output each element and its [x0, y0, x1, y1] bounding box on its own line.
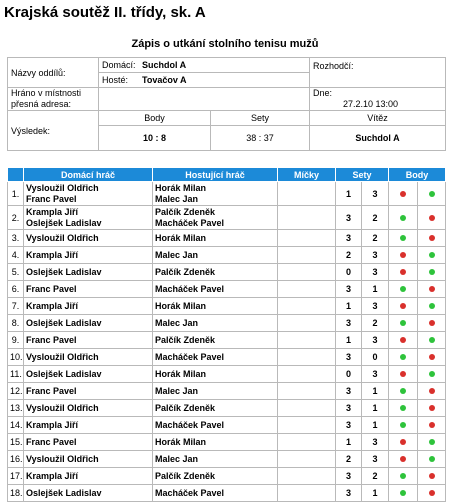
- home-point-dot: [400, 354, 406, 360]
- home-point-dot: [400, 191, 406, 197]
- away-sets: 3: [362, 434, 389, 451]
- home-player-name: Vysloužil Oldřich: [26, 182, 99, 193]
- home-point-cell: [389, 434, 418, 451]
- referee-label: Rozhodčí:: [310, 58, 446, 88]
- away-point-dot: [429, 303, 435, 309]
- away-point-cell: [418, 332, 446, 349]
- home-sets: 0: [336, 264, 362, 281]
- home-point-dot: [400, 215, 406, 221]
- match-number: 18.: [8, 485, 24, 502]
- home-player-name: Krampla Jiří: [26, 470, 79, 481]
- match-number: 7.: [8, 298, 24, 315]
- match-number: 16.: [8, 451, 24, 468]
- away-point-cell: [418, 366, 446, 383]
- match-number: 3.: [8, 230, 24, 247]
- home-point-dot: [400, 490, 406, 496]
- home-sets: 3: [336, 417, 362, 434]
- away-player-cell: [153, 383, 278, 400]
- table-row: [8, 332, 446, 349]
- venue-label-line2: přesná adresa:: [11, 99, 72, 109]
- match-number: 6.: [8, 281, 24, 298]
- home-player-name: Oslejšek Ladislav: [26, 217, 102, 228]
- away-point-dot: [429, 422, 435, 428]
- away-player-name: Palčík Zdeněk: [155, 206, 216, 217]
- col-header-balls: Míčky: [278, 168, 336, 182]
- away-team-cell: [99, 73, 310, 88]
- away-point-cell: [418, 206, 446, 230]
- home-team-name: Suchdol A: [142, 60, 187, 70]
- home-point-cell: [389, 247, 418, 264]
- away-sets: 3: [362, 264, 389, 281]
- away-point-dot: [429, 405, 435, 411]
- home-sets: 3: [336, 206, 362, 230]
- away-point-cell: [418, 281, 446, 298]
- away-sets: 1: [362, 383, 389, 400]
- away-point-dot: [429, 252, 435, 258]
- table-row: [8, 182, 446, 206]
- away-player-name: Horák Milan: [155, 300, 207, 311]
- away-sets: 1: [362, 485, 389, 502]
- away-point-cell: [418, 230, 446, 247]
- away-point-dot: [429, 490, 435, 496]
- table-row: [8, 230, 446, 247]
- home-sets: 3: [336, 230, 362, 247]
- table-row: [8, 349, 446, 366]
- home-point-dot: [400, 473, 406, 479]
- home-player-name: Oslejšek Ladislav: [26, 487, 102, 498]
- away-player-cell: [153, 451, 278, 468]
- table-row: [8, 247, 446, 264]
- home-player-cell: [24, 281, 153, 298]
- match-number: 15.: [8, 434, 24, 451]
- table-row: [8, 298, 446, 315]
- table-row: [8, 366, 446, 383]
- balls-cell: [278, 332, 336, 349]
- away-player-name: Palčík Zdeněk: [155, 470, 216, 481]
- home-player-cell: [24, 383, 153, 400]
- away-player-cell: [153, 230, 278, 247]
- home-point-cell: [389, 383, 418, 400]
- date-value: 27.2.10 13:00: [343, 99, 399, 109]
- table-row: [8, 206, 446, 230]
- home-point-dot: [400, 439, 406, 445]
- col-header-sets: Sety: [336, 168, 389, 182]
- away-point-cell: [418, 349, 446, 366]
- away-point-dot: [429, 473, 435, 479]
- match-info-table: [7, 57, 446, 151]
- home-point-dot: [400, 422, 406, 428]
- home-point-cell: [389, 366, 418, 383]
- away-point-cell: [418, 264, 446, 281]
- away-point-dot: [429, 215, 435, 221]
- home-player-cell: [24, 182, 153, 206]
- home-prefix: Domácí:: [102, 60, 136, 70]
- away-player-cell: [153, 434, 278, 451]
- away-player-name: Palčík Zdeněk: [155, 402, 216, 413]
- away-player-name: Malec Jan: [155, 249, 199, 260]
- match-number: 2.: [8, 206, 24, 230]
- away-point-dot: [429, 439, 435, 445]
- points-header: Body: [99, 111, 211, 126]
- balls-cell: [278, 468, 336, 485]
- home-sets: 2: [336, 247, 362, 264]
- away-player-name: Malec Jan: [155, 385, 199, 396]
- away-sets: 0: [362, 349, 389, 366]
- away-point-cell: [418, 298, 446, 315]
- match-number: 17.: [8, 468, 24, 485]
- balls-cell: [278, 182, 336, 206]
- away-point-cell: [418, 400, 446, 417]
- away-point-dot: [429, 286, 435, 292]
- away-player-name: Macháček Pavel: [155, 283, 225, 294]
- table-row: [8, 451, 446, 468]
- away-player-cell: [153, 206, 278, 230]
- sets-header: Sety: [211, 111, 310, 126]
- page-title: Krajská soutěž II. třídy, sk. A: [4, 4, 206, 21]
- match-number: 14.: [8, 417, 24, 434]
- away-player-cell: [153, 247, 278, 264]
- table-row: [8, 468, 446, 485]
- home-point-cell: [389, 349, 418, 366]
- away-player-cell: [153, 417, 278, 434]
- home-sets: 1: [336, 332, 362, 349]
- home-team-cell: [99, 58, 310, 73]
- away-player-cell: [153, 485, 278, 502]
- away-sets: 3: [362, 182, 389, 206]
- col-header-points: Body: [389, 168, 446, 182]
- away-sets: 2: [362, 315, 389, 332]
- date-cell: [310, 88, 446, 111]
- away-point-dot: [429, 456, 435, 462]
- home-point-dot: [400, 405, 406, 411]
- home-point-dot: [400, 235, 406, 241]
- away-point-dot: [429, 354, 435, 360]
- home-player-name: Franc Pavel: [26, 193, 77, 204]
- home-player-name: Franc Pavel: [26, 334, 77, 345]
- match-number: 8.: [8, 315, 24, 332]
- home-point-dot: [400, 303, 406, 309]
- away-player-name: Malec Jan: [155, 453, 199, 464]
- col-header-home: Domácí hráč: [24, 168, 153, 182]
- away-team-name: Tovačov A: [142, 75, 187, 85]
- match-number: 4.: [8, 247, 24, 264]
- home-point-cell: [389, 230, 418, 247]
- away-sets: 1: [362, 281, 389, 298]
- away-point-dot: [429, 320, 435, 326]
- away-point-cell: [418, 451, 446, 468]
- balls-cell: [278, 400, 336, 417]
- home-sets: 0: [336, 366, 362, 383]
- match-number: 12.: [8, 383, 24, 400]
- away-point-cell: [418, 417, 446, 434]
- away-point-cell: [418, 485, 446, 502]
- home-player-name: Vysloužil Oldřich: [26, 351, 99, 362]
- home-point-dot: [400, 252, 406, 258]
- home-sets: 3: [336, 315, 362, 332]
- balls-cell: [278, 366, 336, 383]
- home-player-name: Krampla Jiří: [26, 300, 79, 311]
- home-player-cell: [24, 485, 153, 502]
- match-number: 10.: [8, 349, 24, 366]
- away-player-cell: [153, 400, 278, 417]
- home-sets: 1: [336, 298, 362, 315]
- balls-cell: [278, 485, 336, 502]
- home-player-cell: [24, 332, 153, 349]
- home-sets: 2: [336, 451, 362, 468]
- venue-label-cell: [8, 88, 99, 111]
- away-player-name: Macháček Pavel: [155, 217, 225, 228]
- away-player-name: Palčík Zdeněk: [155, 266, 216, 277]
- home-player-cell: [24, 349, 153, 366]
- home-player-name: Franc Pavel: [26, 283, 77, 294]
- away-sets: 2: [362, 206, 389, 230]
- home-point-cell: [389, 264, 418, 281]
- away-point-dot: [429, 371, 435, 377]
- away-point-cell: [418, 383, 446, 400]
- home-point-cell: [389, 485, 418, 502]
- home-player-name: Krampla Jiří: [26, 419, 79, 430]
- winner-header: Vítěz: [310, 111, 446, 126]
- home-player-name: Franc Pavel: [26, 436, 77, 447]
- away-player-name: Horák Milan: [155, 232, 207, 243]
- sets-value: 38 : 37: [211, 126, 310, 151]
- home-sets: 3: [336, 468, 362, 485]
- home-player-cell: [24, 298, 153, 315]
- home-point-cell: [389, 332, 418, 349]
- col-header-number: [8, 168, 24, 182]
- table-row: [8, 485, 446, 502]
- away-sets: 1: [362, 400, 389, 417]
- away-point-dot: [429, 388, 435, 394]
- away-sets: 3: [362, 332, 389, 349]
- table-row: [8, 434, 446, 451]
- match-number: 9.: [8, 332, 24, 349]
- away-point-cell: [418, 182, 446, 206]
- away-player-cell: [153, 281, 278, 298]
- away-player-cell: [153, 366, 278, 383]
- winner-value: Suchdol A: [310, 126, 446, 151]
- balls-cell: [278, 349, 336, 366]
- away-player-name: Malec Jan: [155, 193, 199, 204]
- home-point-dot: [400, 456, 406, 462]
- away-sets: 3: [362, 298, 389, 315]
- home-point-dot: [400, 320, 406, 326]
- away-sets: 3: [362, 366, 389, 383]
- table-row: [8, 417, 446, 434]
- home-point-cell: [389, 315, 418, 332]
- match-number: 1.: [8, 182, 24, 206]
- home-point-cell: [389, 417, 418, 434]
- away-player-cell: [153, 349, 278, 366]
- away-sets: 1: [362, 417, 389, 434]
- away-point-cell: [418, 247, 446, 264]
- table-row: [8, 383, 446, 400]
- table-row: [8, 400, 446, 417]
- balls-cell: [278, 383, 336, 400]
- home-point-cell: [389, 206, 418, 230]
- table-header-row: [8, 168, 446, 182]
- away-player-cell: [153, 468, 278, 485]
- away-player-cell: [153, 182, 278, 206]
- table-row: [8, 281, 446, 298]
- home-sets: 3: [336, 383, 362, 400]
- away-point-cell: [418, 315, 446, 332]
- home-player-cell: [24, 206, 153, 230]
- away-sets: 3: [362, 247, 389, 264]
- home-point-cell: [389, 298, 418, 315]
- home-player-name: Franc Pavel: [26, 385, 77, 396]
- away-point-dot: [429, 269, 435, 275]
- match-number: 5.: [8, 264, 24, 281]
- date-label: Dne:: [313, 88, 333, 98]
- balls-cell: [278, 230, 336, 247]
- home-player-name: Vysloužil Oldřich: [26, 453, 99, 464]
- balls-cell: [278, 315, 336, 332]
- result-label: Výsledek:: [8, 111, 99, 151]
- matches-body: [8, 182, 446, 502]
- balls-cell: [278, 434, 336, 451]
- away-player-cell: [153, 315, 278, 332]
- home-player-name: Krampla Jiří: [26, 249, 79, 260]
- home-player-cell: [24, 434, 153, 451]
- balls-cell: [278, 281, 336, 298]
- away-player-name: Horák Milan: [155, 182, 207, 193]
- home-sets: 3: [336, 349, 362, 366]
- team-names-label: Názvy oddílů:: [8, 58, 99, 88]
- home-player-cell: [24, 468, 153, 485]
- home-point-cell: [389, 281, 418, 298]
- home-player-name: Vysloužil Oldřich: [26, 232, 99, 243]
- home-player-name: Oslejšek Ladislav: [26, 368, 102, 379]
- home-point-dot: [400, 388, 406, 394]
- away-sets: 2: [362, 468, 389, 485]
- home-player-name: Oslejšek Ladislav: [26, 317, 102, 328]
- home-sets: 3: [336, 400, 362, 417]
- balls-cell: [278, 206, 336, 230]
- home-point-dot: [400, 286, 406, 292]
- home-player-cell: [24, 315, 153, 332]
- home-player-cell: [24, 451, 153, 468]
- away-player-name: Horák Milan: [155, 368, 207, 379]
- away-player-cell: [153, 298, 278, 315]
- home-player-cell: [24, 247, 153, 264]
- home-player-cell: [24, 417, 153, 434]
- balls-cell: [278, 298, 336, 315]
- balls-cell: [278, 451, 336, 468]
- away-prefix: Hosté:: [102, 75, 129, 85]
- venue-value: [99, 88, 310, 111]
- away-player-name: Palčík Zdeněk: [155, 334, 216, 345]
- home-player-name: Krampla Jiří: [26, 206, 79, 217]
- report-subtitle: Zápis o utkání stolního tenisu mužů: [131, 38, 319, 50]
- home-player-cell: [24, 264, 153, 281]
- points-value: 10 : 8: [99, 126, 211, 151]
- away-sets: 2: [362, 230, 389, 247]
- away-player-cell: [153, 332, 278, 349]
- matches-table: [7, 167, 446, 502]
- home-point-dot: [400, 269, 406, 275]
- home-player-cell: [24, 400, 153, 417]
- home-point-dot: [400, 337, 406, 343]
- home-point-cell: [389, 451, 418, 468]
- match-number: 13.: [8, 400, 24, 417]
- home-point-cell: [389, 468, 418, 485]
- home-player-cell: [24, 230, 153, 247]
- away-point-dot: [429, 235, 435, 241]
- venue-label-line1: Hráno v místnosti: [11, 88, 82, 98]
- away-player-name: Macháček Pavel: [155, 419, 225, 430]
- home-sets: 3: [336, 485, 362, 502]
- col-header-away: Hostující hráč: [153, 168, 278, 182]
- balls-cell: [278, 247, 336, 264]
- balls-cell: [278, 417, 336, 434]
- home-sets: 1: [336, 434, 362, 451]
- away-point-dot: [429, 337, 435, 343]
- match-number: 11.: [8, 366, 24, 383]
- home-point-cell: [389, 400, 418, 417]
- home-player-cell: [24, 366, 153, 383]
- away-player-name: Macháček Pavel: [155, 351, 225, 362]
- home-point-cell: [389, 182, 418, 206]
- away-point-cell: [418, 468, 446, 485]
- away-player-name: Malec Jan: [155, 317, 199, 328]
- away-sets: 3: [362, 451, 389, 468]
- balls-cell: [278, 264, 336, 281]
- home-sets: 3: [336, 281, 362, 298]
- away-player-cell: [153, 264, 278, 281]
- home-point-dot: [400, 371, 406, 377]
- table-row: [8, 315, 446, 332]
- away-player-name: Macháček Pavel: [155, 487, 225, 498]
- table-row: [8, 264, 446, 281]
- away-point-cell: [418, 434, 446, 451]
- home-sets: 1: [336, 182, 362, 206]
- away-player-name: Horák Milan: [155, 436, 207, 447]
- away-point-dot: [429, 191, 435, 197]
- home-player-name: Vysloužil Oldřich: [26, 402, 99, 413]
- home-player-name: Oslejšek Ladislav: [26, 266, 102, 277]
